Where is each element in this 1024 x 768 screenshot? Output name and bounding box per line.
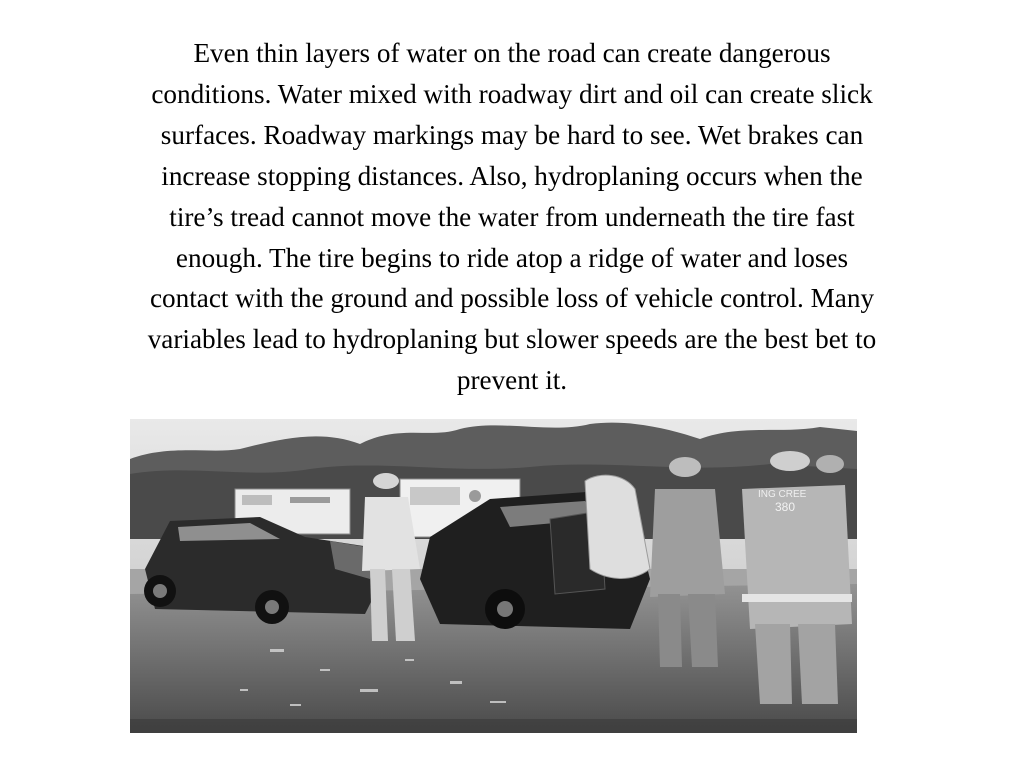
jacket-text: ING CREE (758, 489, 807, 500)
body-line: conditions. Water mixed with roadway dirt and oil can create slick (151, 78, 873, 109)
body-line: tire’s tread cannot move the water from underneath the tire fast (169, 201, 855, 232)
accident-photo (130, 419, 857, 733)
body-line: prevent it. (456, 365, 568, 396)
jacket-number: 380 (775, 500, 796, 514)
body-line: increase stopping distances. Also, hydroplaning occurs when the (161, 160, 863, 191)
body-line: surfaces. Roadway markings may be hard to see. Wet brakes can (160, 119, 864, 150)
body-line: enough. The tire begins to ride atop a ridge of water and loses (175, 242, 849, 273)
body-line: Even thin layers of water on the road can create dangerous (193, 38, 831, 68)
body-paragraph (0, 33, 1024, 401)
body-line: contact with the ground and possible loss of vehicle control. Many (149, 283, 875, 314)
body-line: variables lead to hydroplaning but slower speeds are the best bet to (147, 324, 877, 355)
